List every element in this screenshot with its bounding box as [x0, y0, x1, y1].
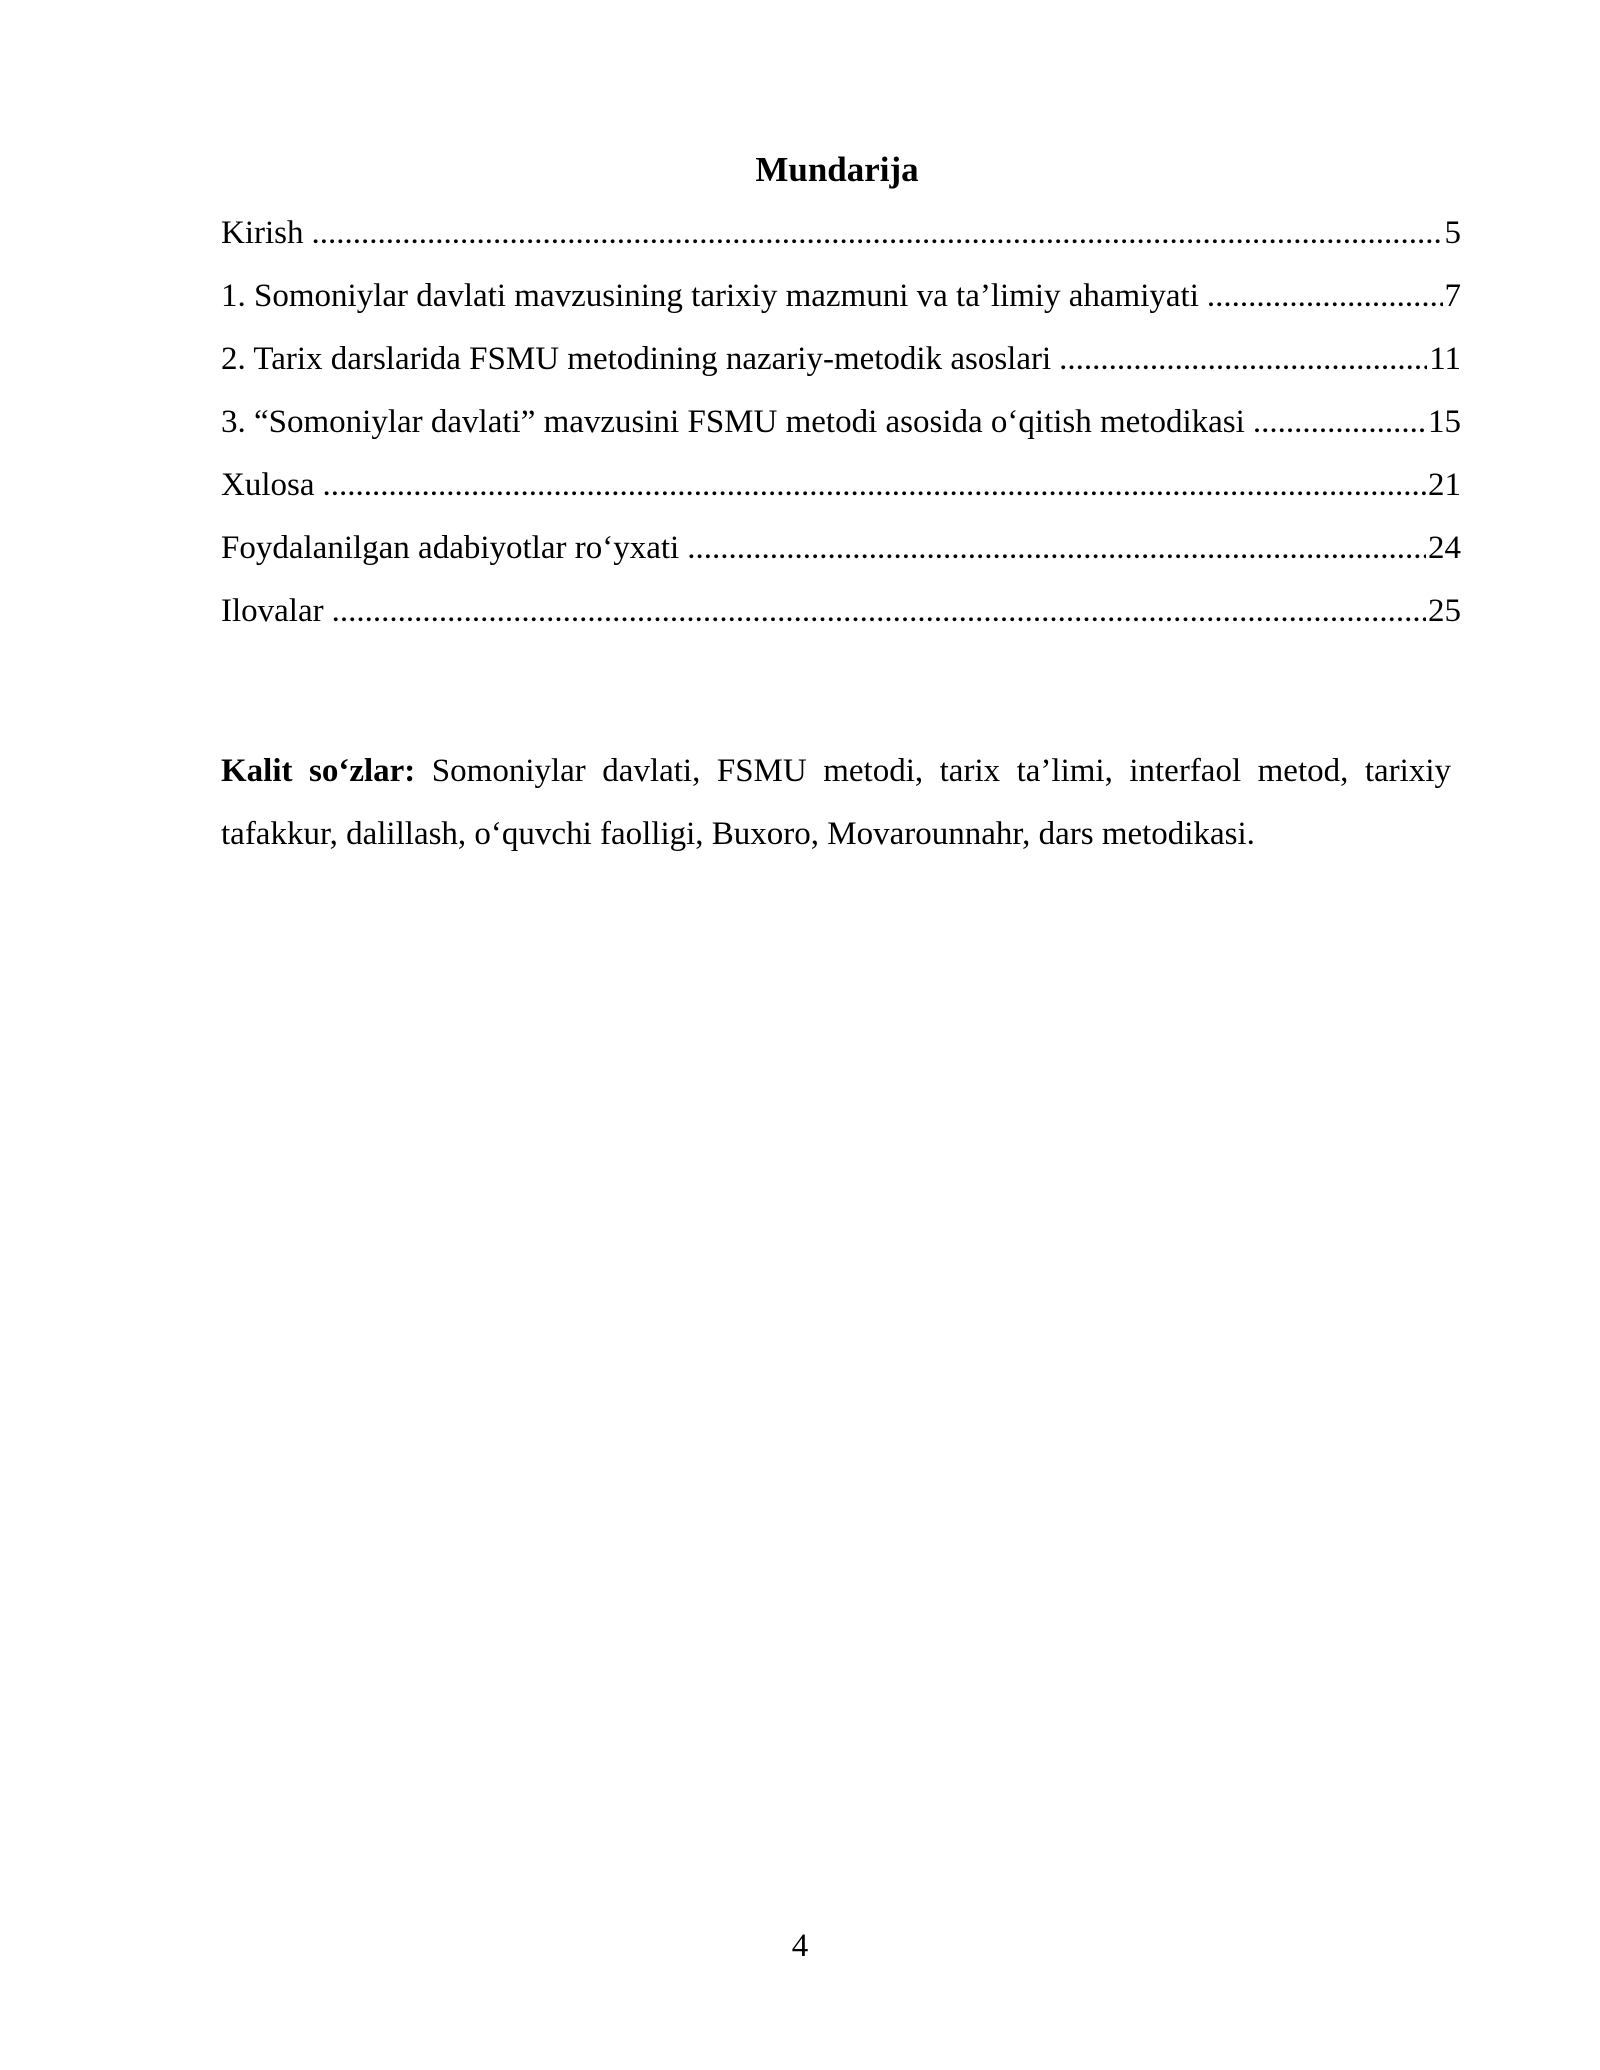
toc-entry-text: Ilovalar [221, 593, 324, 629]
toc-leader-dots [1059, 335, 1427, 383]
toc-leader-dots [687, 524, 1426, 572]
toc-entry-xulosa[interactable] [221, 461, 1461, 524]
toc-entry-text: Xulosa [221, 467, 315, 503]
toc-entry-page: 5 [1444, 215, 1461, 251]
keywords-paragraph [221, 740, 1451, 866]
page-number: 4 [791, 1928, 809, 1964]
table-of-contents [221, 209, 1461, 650]
toc-leader-dots [332, 587, 1426, 635]
toc-entry-ilovalar[interactable] [221, 587, 1461, 650]
toc-entry-chapter-3[interactable] [221, 398, 1461, 461]
toc-leader-dots [312, 209, 1443, 257]
toc-entry-page: 25 [1428, 593, 1461, 629]
toc-entry-page: 15 [1428, 404, 1461, 440]
toc-entry-text: 1. Somoniylar davlati mavzusining tarixiy mazmuni va ta’limiy ahamiyati [221, 278, 1199, 314]
toc-title: Mundarija [755, 150, 919, 189]
toc-entry-page: 7 [1444, 278, 1461, 314]
toc-entry-text: 3. “Somoniylar davlati” mavzusini FSMU metodi asosida o‘qitish metodikasi [221, 404, 1245, 440]
toc-entry-text: 2. Tarix darslarida FSMU metodining nazariy-metodik asoslari [221, 341, 1052, 377]
toc-entry-kirish[interactable] [221, 209, 1461, 272]
toc-leader-dots [1253, 398, 1426, 446]
toc-entry-text: Kirish [221, 215, 304, 251]
toc-entry-chapter-2[interactable] [221, 335, 1461, 398]
toc-leader-dots [1207, 272, 1443, 320]
toc-entry-page: 11 [1429, 341, 1461, 377]
keywords-text: Somoniylar davlati, FSMU metodi, tarix ta’limi, interfaol metod, tarixiy tafakkur, dalillash, o‘quvchi faolligi, Buxoro, Movarounnahr, dars metodikasi. [221, 753, 1452, 852]
toc-entry-page: 24 [1428, 530, 1461, 566]
toc-leader-dots [323, 461, 1427, 509]
toc-entry-text: Foydalanilgan adabiyotlar ro‘yxati [221, 530, 680, 566]
toc-entry-references[interactable] [221, 524, 1461, 587]
toc-entry-chapter-1[interactable] [221, 272, 1461, 335]
toc-entry-page: 21 [1428, 467, 1461, 503]
keywords-label: Kalit so‘zlar: [221, 753, 416, 789]
